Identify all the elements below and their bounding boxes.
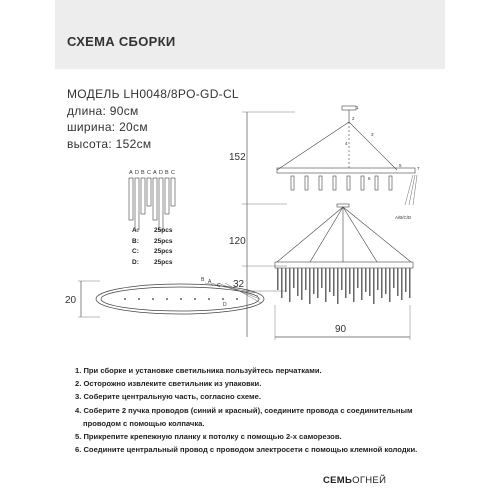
dim-total-height: 152 xyxy=(229,152,246,163)
instruction-item: 3. Соберите центральную часть, согласно схеме. xyxy=(75,392,261,402)
pendant-letter: A xyxy=(129,170,133,176)
crystal-rods xyxy=(277,268,411,304)
assembled-canopy xyxy=(337,204,349,207)
dim-length: 90 xyxy=(335,324,347,335)
plate-label-c: C xyxy=(217,283,221,289)
pendant-letter: C xyxy=(147,170,151,176)
legend-row-c xyxy=(132,247,176,258)
rod-legend xyxy=(132,226,176,268)
callout-2: 2 xyxy=(352,116,355,121)
dim-width: 20 xyxy=(65,295,77,306)
legend-row-a xyxy=(132,226,176,237)
instruction-item: 6. Соедините центральный провод с проводом электросети с помощью клемной колодки. xyxy=(75,445,418,455)
dim-crystal-height: 32 xyxy=(233,279,245,290)
legend-qty: 25pcs xyxy=(154,248,173,255)
pendant-letter: A xyxy=(153,170,157,176)
callout-1: 1 xyxy=(356,105,359,110)
exploded-pendants xyxy=(291,176,392,190)
dim-body-height: 120 xyxy=(229,236,246,247)
legend-qty: 25pcs xyxy=(154,258,173,266)
plate-label-d: D xyxy=(223,302,227,308)
brand-logo xyxy=(323,475,386,486)
assembly-sheet xyxy=(55,0,445,500)
legend-row-b xyxy=(132,237,176,248)
plate-label-b: B xyxy=(201,277,205,283)
instruction-item: 4. Соберите 2 пучка проводов (синий и красный), соедините провода с соединительным xyxy=(75,405,413,415)
instruction-item: 1. При сборке и установке светильника пользуйтесь перчатками. xyxy=(75,366,322,375)
pendant-letter: D xyxy=(159,170,163,176)
instructions-list xyxy=(75,364,417,456)
pendant-letter: D xyxy=(135,170,139,176)
legend-letter: B: xyxy=(132,237,139,245)
pendant-letter: B xyxy=(141,170,145,176)
legend-qty: 25pcs xyxy=(154,227,173,234)
legend-letter: A: xyxy=(132,227,139,234)
instruction-item: 5. Прикрепите крепежную планку к потолку с помощью 2-х саморезов. xyxy=(75,432,342,442)
brand-bold: СЕМЬ xyxy=(323,475,353,486)
height-spec: высота: 152см xyxy=(67,136,152,151)
exploded-view xyxy=(277,106,417,205)
plate-holes xyxy=(124,298,238,300)
callout-4: 4 xyxy=(345,141,348,146)
ceiling-plate xyxy=(342,106,356,110)
page-title: СХЕМА СБОРКИ xyxy=(67,34,176,49)
brand-light: ОГНЕЙ xyxy=(352,475,387,486)
plate-label-a: A xyxy=(208,279,212,285)
pendant-letters xyxy=(129,170,175,176)
width-spec: ширина: 20см xyxy=(67,120,148,134)
assembled-frame xyxy=(275,262,413,268)
callout-5: 5 xyxy=(399,163,402,168)
legend-letter: D: xyxy=(132,258,139,266)
instruction-item: 2. Осторожно извлеките светильник из упаковки. xyxy=(75,379,262,389)
model-label: МОДЕЛЬ LH0048/8PO-GD-CL xyxy=(67,87,239,101)
legend-qty: 25pcs xyxy=(154,237,173,245)
length-spec: длина: 90см xyxy=(67,103,139,118)
pendant-letter: C xyxy=(171,170,175,176)
callout-6: 6 xyxy=(368,176,371,181)
pendant-rods xyxy=(129,178,175,230)
callout-3: 3 xyxy=(371,132,374,137)
side-label: A/B/C/D xyxy=(395,215,412,220)
oval-plate xyxy=(96,284,264,314)
legend-row-d xyxy=(132,258,176,269)
legend-letter: C: xyxy=(132,248,139,255)
assembled-view xyxy=(275,204,413,268)
pendant-letter: B xyxy=(165,170,169,176)
exploded-frame-bar xyxy=(277,168,415,173)
callout-7: 7 xyxy=(417,166,420,171)
instruction-item: проводом с помощью колпачка. xyxy=(83,418,205,428)
